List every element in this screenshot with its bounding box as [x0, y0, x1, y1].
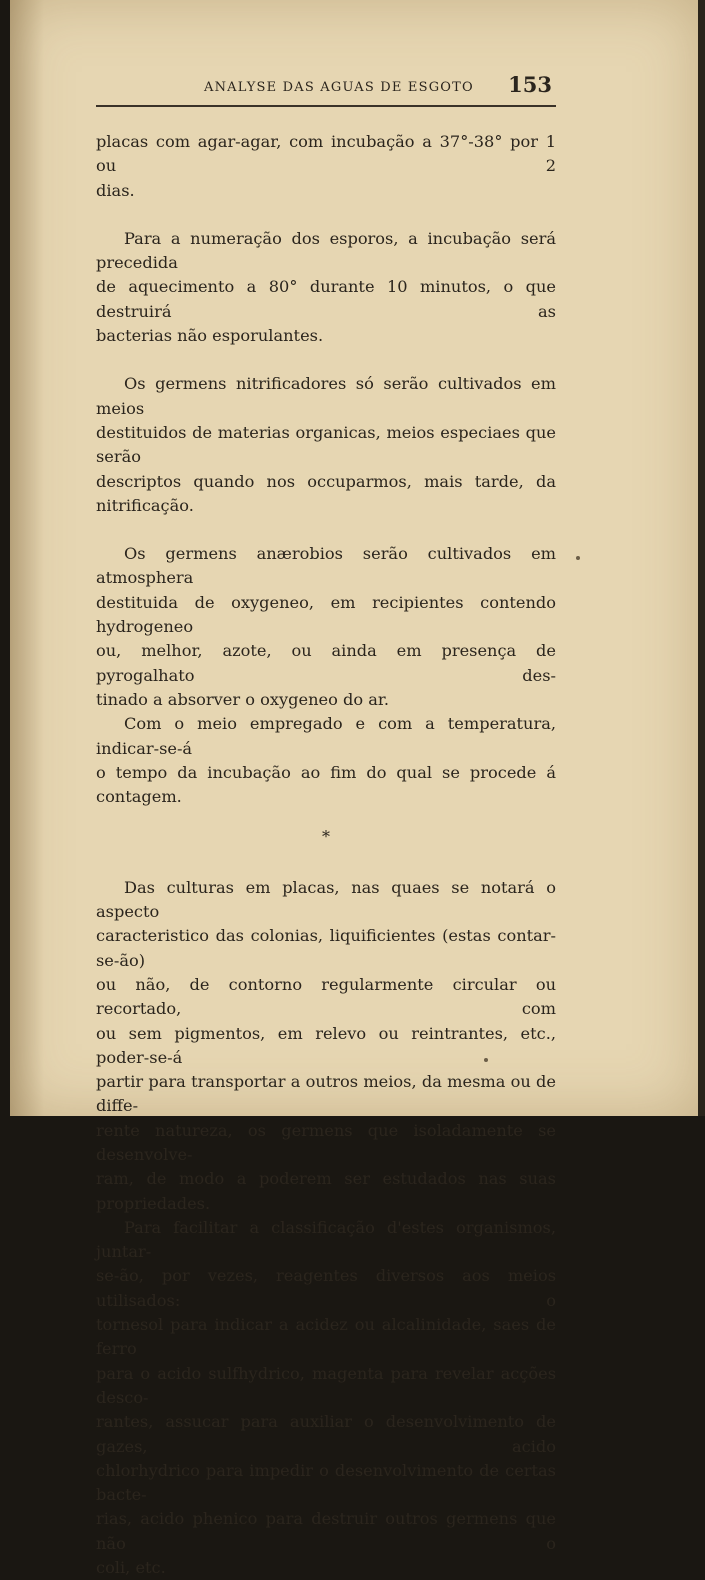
paragraph-gap — [96, 348, 556, 372]
paragraph-6 — [96, 876, 556, 1216]
text-line: rias, acido phenico para destruir outros germens que não o — [96, 1509, 556, 1553]
section-separator: * — [322, 827, 330, 847]
paragraph-2 — [96, 227, 556, 348]
text-line: destituidos de materias organicas, meios especiaes que serão — [96, 422, 556, 467]
paper-speck — [576, 556, 580, 560]
text-line: ou, melhor, azote, ou ainda em presença de pyrogalhato des- — [96, 641, 556, 685]
text-line: rantes, assucar para auxiliar o desenvolvimento de gazes, acido — [96, 1412, 556, 1456]
text-line: Os germens nitrificadores só serão cultivados em meios — [96, 374, 556, 418]
paragraph-gap — [96, 862, 556, 876]
text-line: chlorhydrico para impedir o desenvolvimento de certas bacte- — [96, 1460, 556, 1505]
paragraph-gap — [96, 203, 556, 227]
paper-speck — [484, 1058, 488, 1062]
text-line: ou sem pigmentos, em relevo ou reintrantes, etc., poder-se-á — [96, 1023, 556, 1067]
text-line: partir para transportar a outros meios, da mesma ou de diffe- — [96, 1072, 556, 1116]
text-line: dias. — [96, 180, 135, 200]
paragraph-7 — [96, 1216, 556, 1580]
text-line: destituida de oxygeneo, em recipientes contendo hydrogeneo — [96, 592, 556, 637]
text-line: se-ão, por vezes, reagentes diversos aos meios utilisados: o — [96, 1266, 556, 1310]
text-line: Para a numeração dos esporos, a incubação será precedida — [96, 228, 556, 273]
page-header — [96, 72, 556, 106]
text-line: Das culturas em placas, nas quaes se notará o aspecto — [96, 877, 556, 922]
text-line: Os germens anærobios serão cultivados em atmosphera — [96, 544, 556, 588]
text-line: bacterias não esporulantes. — [96, 326, 324, 346]
paragraph-5 — [96, 712, 556, 809]
paragraph-3 — [96, 372, 556, 518]
text-line: descriptos quando nos occuparmos, mais tarde, da nitrificação. — [96, 471, 556, 515]
text-line: Para facilitar a classificação d'estes organismos, juntar- — [96, 1217, 556, 1262]
page-edge — [698, 0, 705, 1116]
text-line: o tempo da incubação ao fim do qual se procede á contagem. — [96, 762, 556, 807]
text-line: rente natureza, os germens que isoladamente se desenvolve- — [96, 1120, 556, 1164]
text-line: de aquecimento a 80° durante 10 minutos, o que destruirá as — [96, 277, 556, 321]
text-line: tinado a absorver o oxygeneo do ar. — [96, 689, 389, 709]
page-number: 153 — [508, 72, 552, 97]
text-line: ram, de modo a poderem ser estudados nas suas propriedades. — [96, 1169, 556, 1213]
running-head: ANALYSE DAS AGUAS DE ESGOTO — [204, 80, 474, 95]
text-line: Com o meio empregado e com a temperatura, indicar-se-á — [96, 714, 556, 758]
paragraph-1 — [96, 130, 556, 203]
paragraph-4 — [96, 542, 556, 712]
text-line: caracteristico das colonias, liquificientes (estas contar-se-ão) — [96, 926, 556, 970]
text-line: ou não, de contorno regularmente circular ou recortado, com — [96, 974, 556, 1019]
body-text — [96, 130, 556, 1580]
text-line: para o acido sulfhydrico, magenta para revelar acções desco- — [96, 1363, 556, 1407]
spine-shadow — [10, 0, 44, 1116]
text-line: tornesol para indicar a acidez ou alcalinidade, saes de ferro — [96, 1315, 556, 1359]
paragraph-gap — [96, 518, 556, 542]
header-rule — [96, 105, 556, 107]
text-line: placas com agar-agar, com incubação a 37°-38° por 1 ou 2 — [96, 132, 556, 176]
text-line: coli, etc. — [96, 1558, 166, 1578]
